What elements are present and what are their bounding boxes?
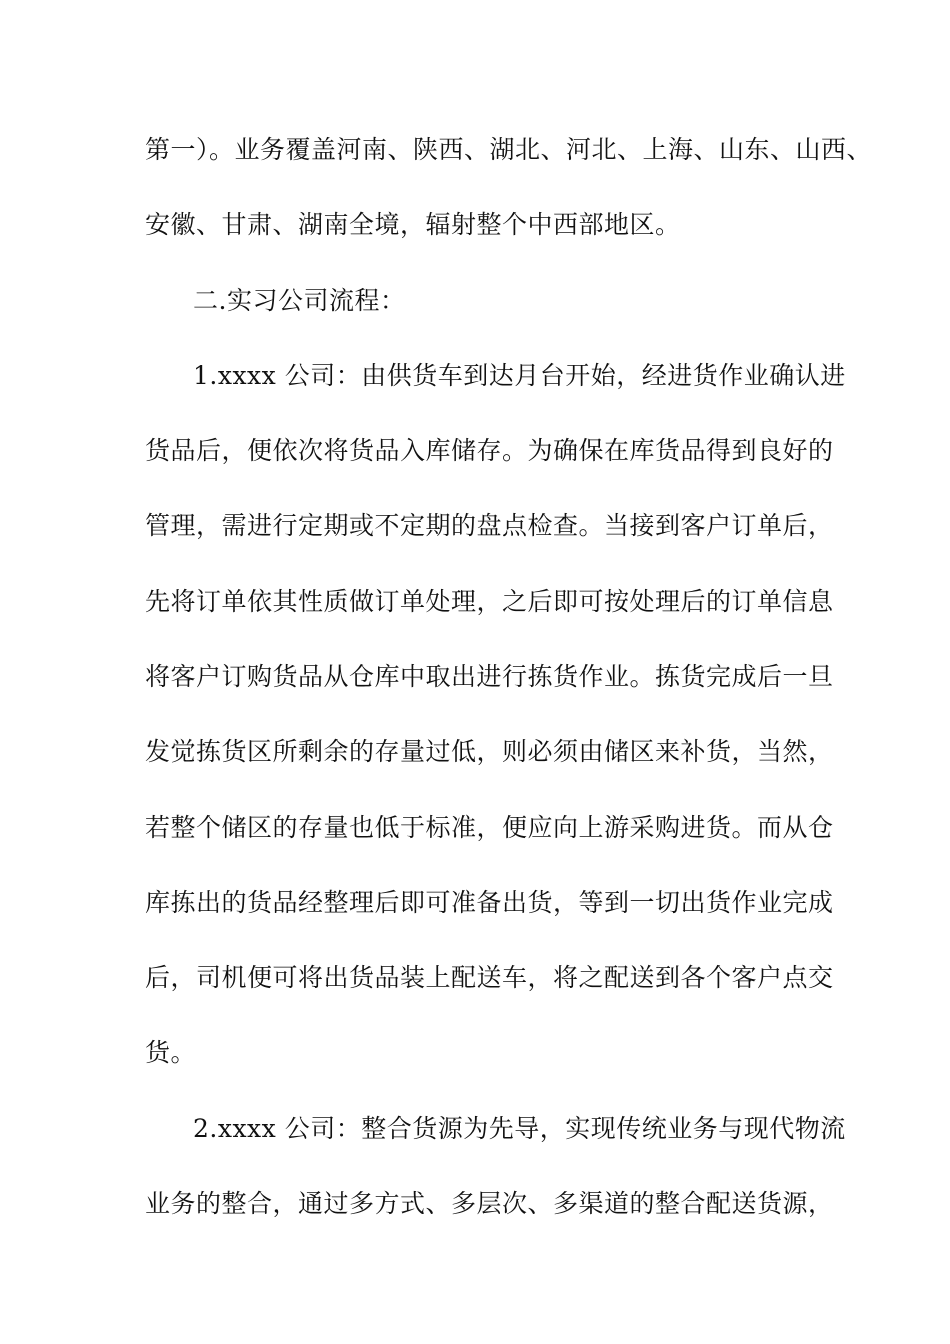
text-line: 库拣出的货品经整理后即可准备出货，等到一切出货作业完成 xyxy=(145,888,834,917)
text-line: 2.xxxx 公司：整合货源为先导，实现传统业务与现代物流 xyxy=(193,1114,846,1143)
text-line: 发觉拣货区所剩余的存量过低，则必须由储区来补货，当然， xyxy=(145,737,834,766)
text-line: 货品后，便依次将货品入库储存。为确保在库货品得到良好的 xyxy=(145,436,834,465)
text-line: 货。 xyxy=(145,1038,197,1067)
text-line: 先将订单依其性质做订单处理，之后即可按处理后的订单信息 xyxy=(145,587,834,616)
text-line: 后，司机便可将出货品装上配送车，将之配送到各个客户点交 xyxy=(145,963,834,992)
text-line: 第一）。业务覆盖河南、陕西、湖北、河北、上海、山东、山西、 xyxy=(145,135,873,164)
text-line: 管理，需进行定期或不定期的盘点检查。当接到客户订单后， xyxy=(145,511,834,540)
text-line: 安徽、甘肃、湖南全境，辐射整个中西部地区。 xyxy=(145,210,681,239)
text-line: 业务的整合，通过多方式、多层次、多渠道的整合配送货源， xyxy=(145,1189,834,1218)
section-heading: 二.实习公司流程： xyxy=(193,286,406,315)
text-line: 将客户订购货品从仓库中取出进行拣货作业。拣货完成后一旦 xyxy=(145,662,834,691)
text-line: 若整个储区的存量也低于标准，便应向上游采购进货。而从仓 xyxy=(145,813,834,842)
text-line: 1.xxxx 公司：由供货车到达月台开始，经进货作业确认进 xyxy=(193,361,846,390)
